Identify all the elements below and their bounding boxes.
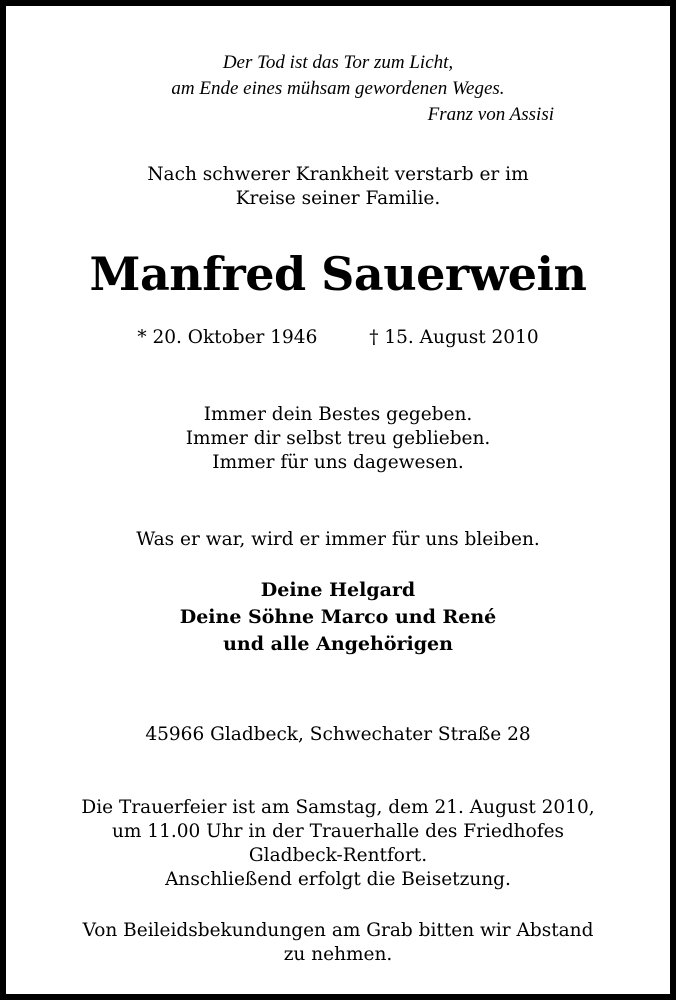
verse-line: Immer dir selbst treu geblieben.: [185, 428, 491, 449]
intro-text: [6, 163, 670, 211]
address: 45966 Gladbeck, Schwechater Straße 28: [145, 724, 531, 745]
condolence-line: Von Beileidsbekundungen am Grab bitten wir Abstand: [82, 920, 594, 941]
signers: [6, 577, 670, 658]
quote-line: Der Tod ist das Tor zum Licht,: [222, 52, 454, 73]
epigraph-quote: [6, 50, 670, 128]
funeral-line: um 11.00 Uhr in der Trauerhalle des Friedhofes: [111, 821, 565, 842]
remembrance-text: Was er war, wird er immer für uns bleiben.: [136, 529, 540, 550]
deceased-name: Manfred Sauerwein: [89, 247, 587, 301]
quote-line: am Ende eines mühsam gewordenen Weges.: [171, 78, 505, 99]
verse: [6, 403, 670, 475]
funeral-info: [6, 796, 670, 892]
funeral-line: Gladbeck-Rentfort.: [248, 845, 428, 866]
intro-line: Nach schwerer Krankheit verstarb er im: [147, 164, 529, 185]
condolence-note: [6, 919, 670, 967]
signer-line: und alle Angehörigen: [223, 633, 453, 655]
condolence-line: zu nehmen.: [283, 944, 393, 965]
verse-line: Immer für uns dagewesen.: [212, 452, 464, 473]
funeral-line: Anschließend erfolgt die Beisetzung.: [165, 869, 511, 890]
signer-line: Deine Helgard: [260, 579, 416, 601]
funeral-line: Die Trauerfeier ist am Samstag, dem 21. August 2010,: [81, 797, 595, 818]
signer-line: Deine Söhne Marco und René: [179, 606, 497, 628]
birth-date: * 20. Oktober 1946: [137, 327, 318, 348]
death-date: † 15. August 2010: [369, 327, 539, 348]
intro-line: Kreise seiner Familie.: [235, 188, 441, 209]
life-dates: [6, 326, 670, 350]
verse-line: Immer dein Bestes gegeben.: [203, 404, 473, 425]
quote-author: Franz von Assisi: [427, 104, 554, 125]
